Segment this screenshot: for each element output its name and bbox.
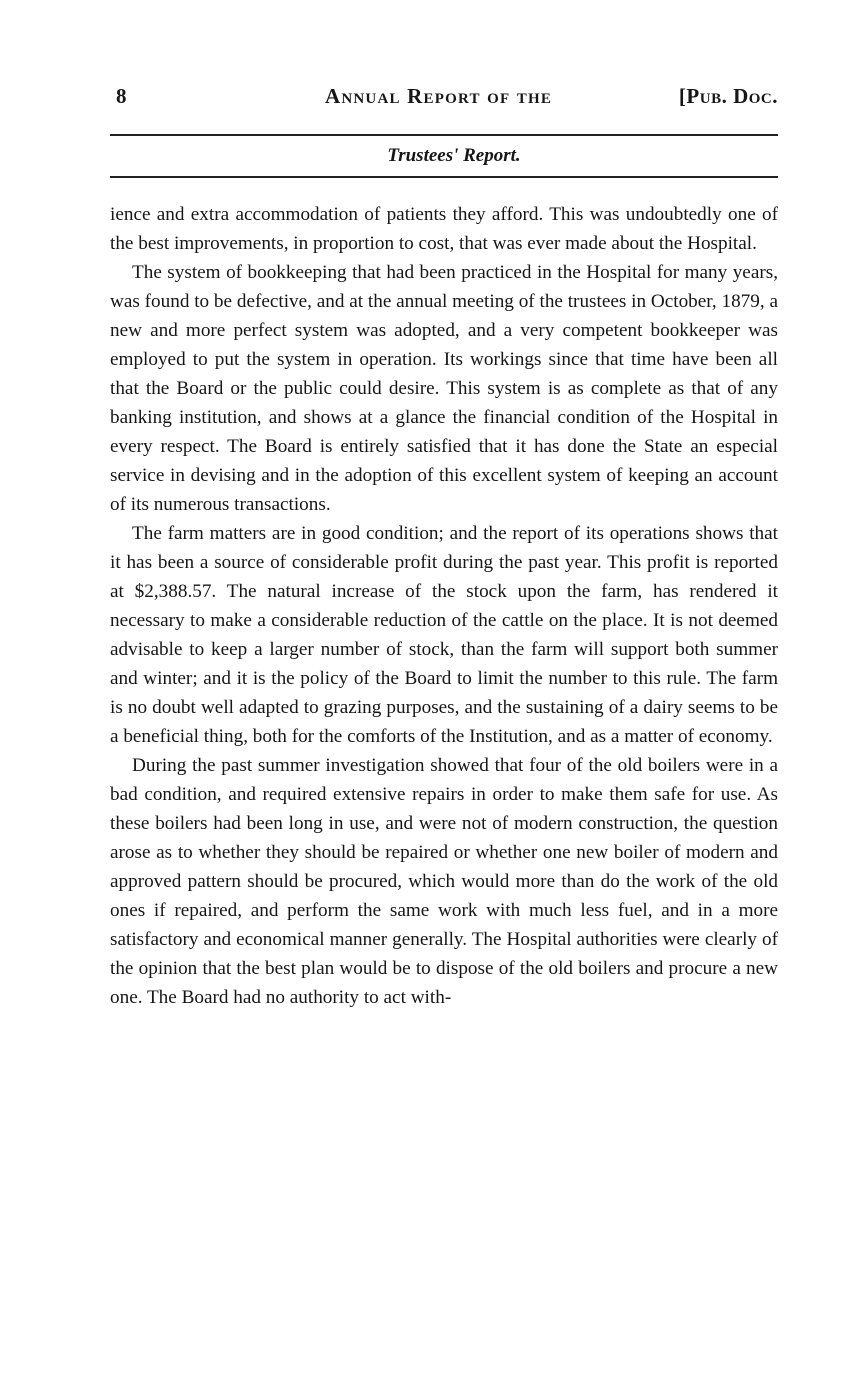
running-head-title: Annual Report of the	[325, 84, 553, 108]
section-title: Trustees' Report.	[387, 145, 521, 166]
running-head	[110, 82, 778, 114]
page-number: 8	[116, 84, 127, 108]
paragraph: The farm matters are in good condition; and the report of its operations shows that it has been a source of considerable profit during the past year. This profit is reported at $2,388.57. The natural increase of the stock upon the farm, has rendered it necessary to make a considerable reduction of the cattle on the place. It is not deemed advisable to keep a larger number of stock, than the farm will support both summer and winter; and it is the policy of the Board to limit the number to this rule. The farm is no doubt well adapted to grazing purposes, and the sustaining of a dairy seems to be a beneficial thing, both for the comforts of the Institution, and as a matter of economy.	[110, 523, 778, 747]
bottom-rule	[110, 176, 778, 178]
document-reference: [Pub. Doc.	[678, 84, 778, 108]
paragraph: ience and extra accommodation of patients they afford. This was undoubtedly one of the best improvements, in proportion to cost, that was ever made about the Hospital.	[110, 204, 778, 254]
document-page	[110, 82, 778, 1012]
paragraph: During the past summer investigation showed that four of the old boilers were in a bad condition, and required extensive repairs in order to make them safe for use. As these boilers had been long in use, and were not of modern construction, the question arose as to whether they should be repaired or whether one new boiler of modern and approved pattern should be procured, which would more than do the work of the old ones if repaired, and perform the same work with much less fuel, and in a more satisfactory and economical manner generally. The Hospital authorities were clearly of the opinion that the best plan would be to dispose of the old boilers and procure a new one. The Board had no authority to act with-	[110, 755, 778, 1008]
paragraph: The system of bookkeeping that had been practiced in the Hospital for many years, was found to be defective, and at the annual meeting of the trustees in October, 1879, a new and more perfect system was adopted, and a very competent bookkeeper was employed to put the system in operation. Its workings since that time have been all that the Board or the public could desire. This system is as complete as that of any banking institution, and shows at a glance the financial condition of the Hospital in every respect. The Board is entirely satisfied that it has done the State an especial service in devising and in the adoption of this excellent system of keeping an account of its numerous transactions.	[110, 262, 778, 515]
body-text	[110, 200, 778, 1012]
